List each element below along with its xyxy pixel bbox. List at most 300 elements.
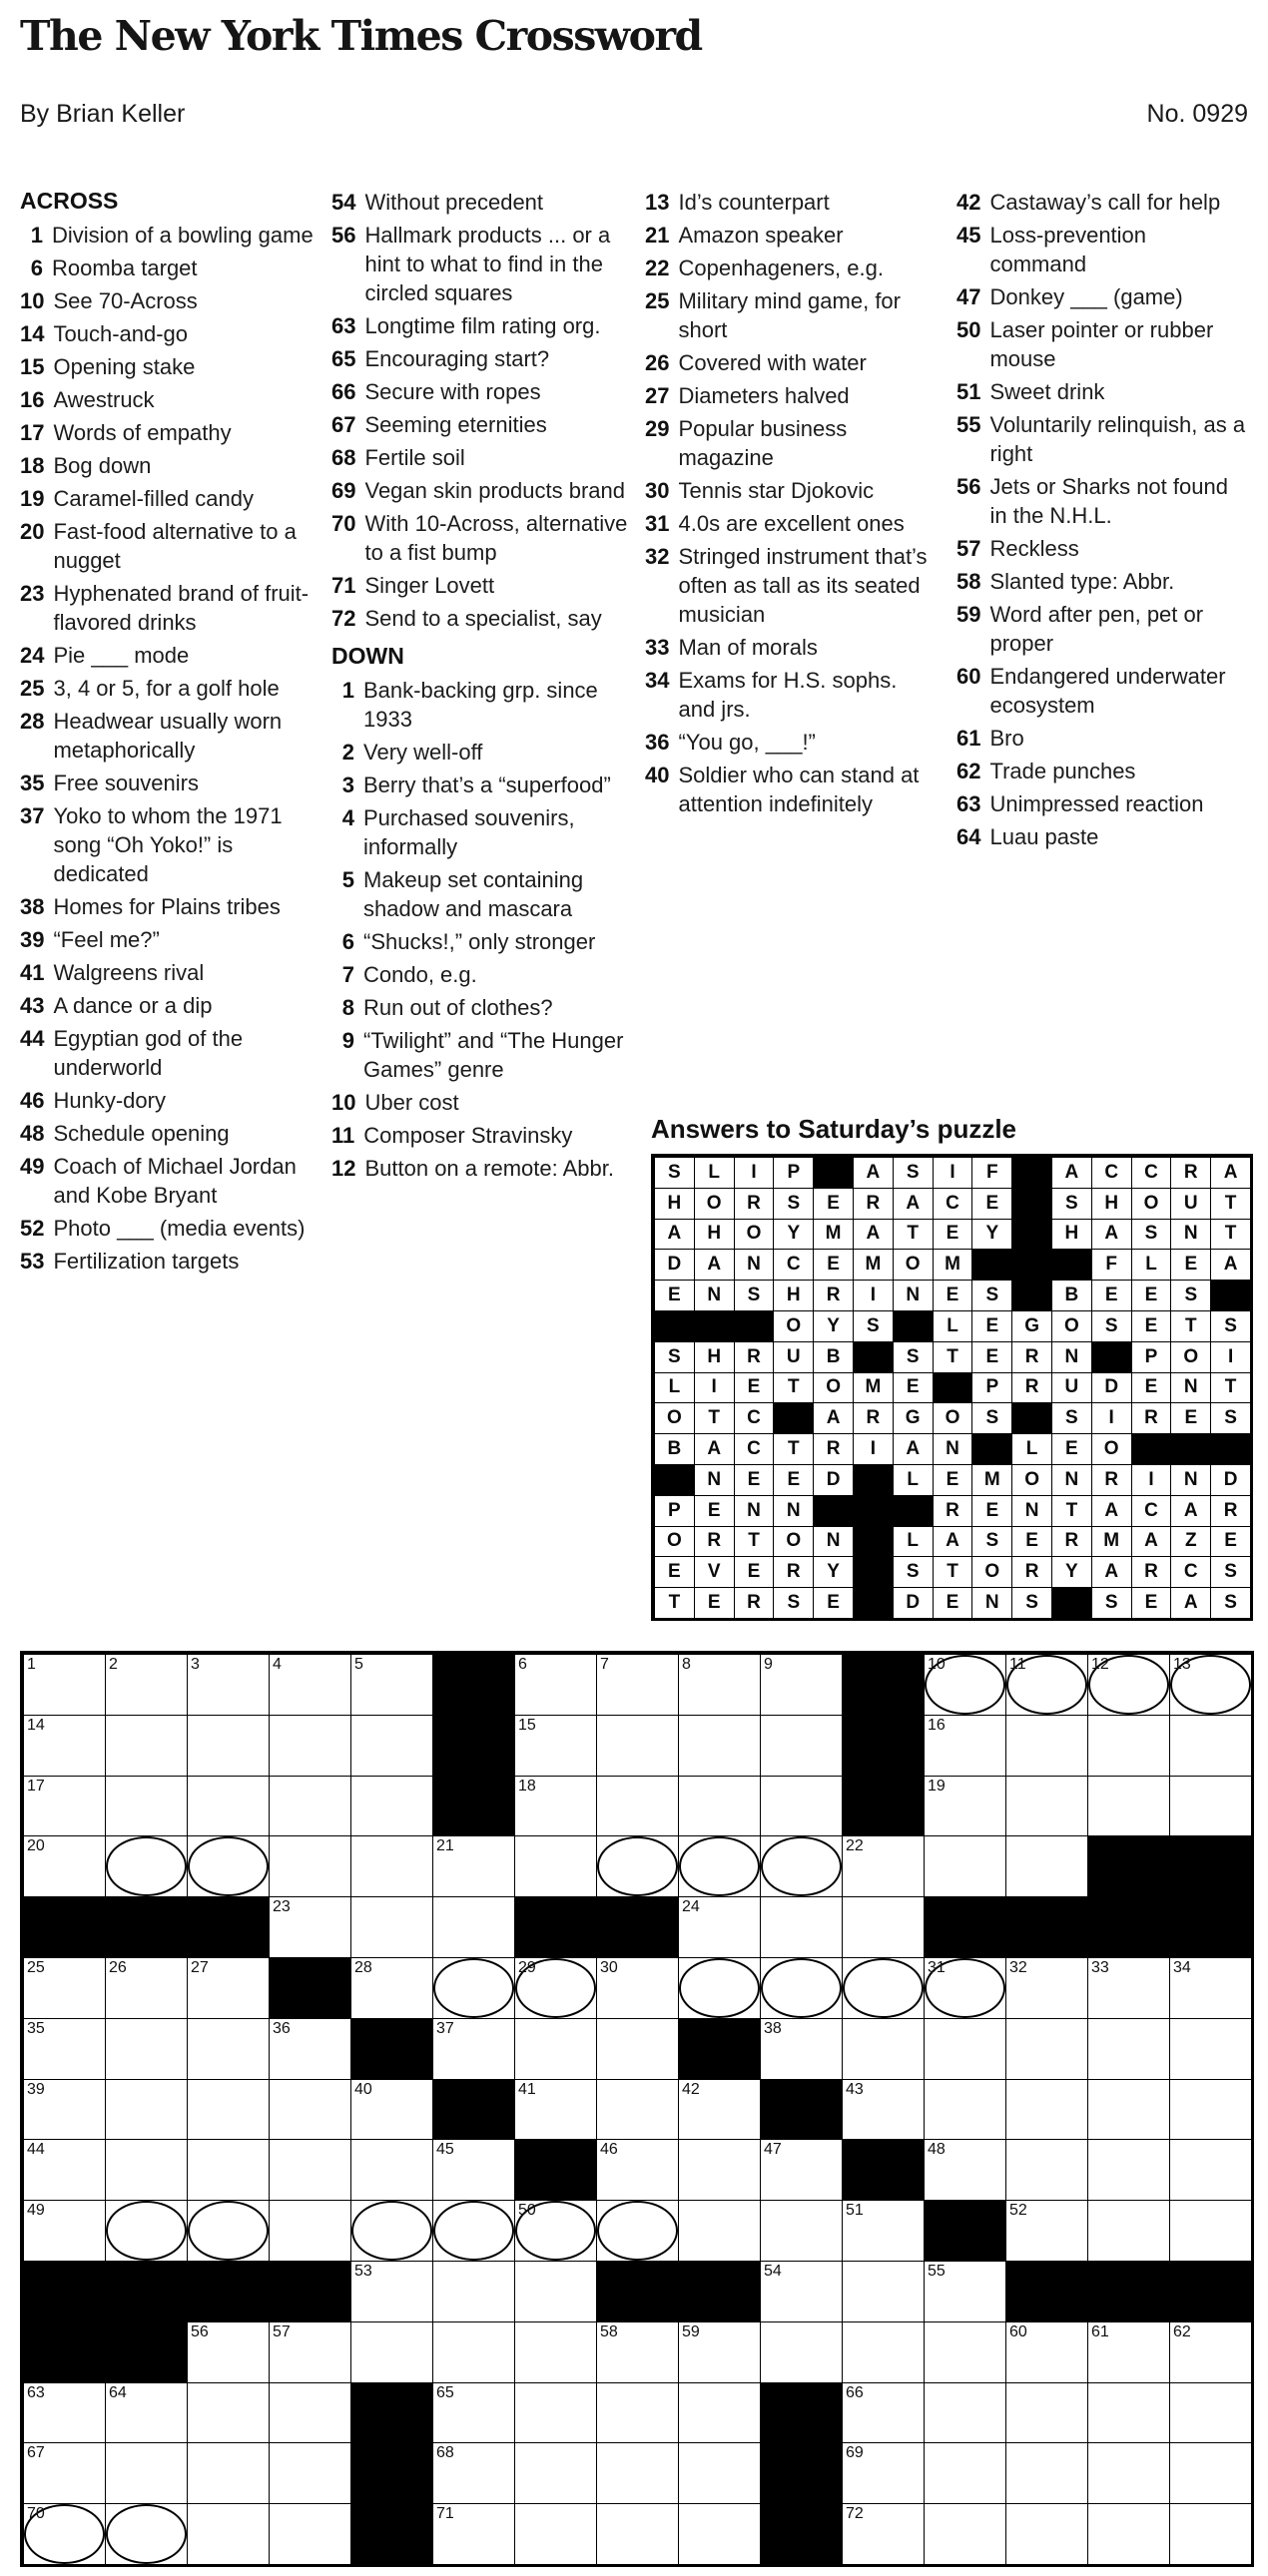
- black-square: [853, 1556, 894, 1588]
- grid-cell[interactable]: [1005, 1835, 1088, 1897]
- grid-cell[interactable]: [760, 1715, 843, 1777]
- answer-letter: E: [827, 1254, 840, 1276]
- answer-cell: [773, 1433, 814, 1465]
- grid-cell[interactable]: [514, 2018, 597, 2080]
- cell-number: 62: [1173, 2322, 1191, 2340]
- answer-cell: [734, 1556, 775, 1588]
- clue-number: 17: [20, 420, 45, 445]
- clue-number: 19: [20, 486, 45, 511]
- grid-cell[interactable]: [760, 1957, 843, 2019]
- grid-cell[interactable]: [760, 1776, 843, 1837]
- grid-cell[interactable]: [1005, 2139, 1088, 2201]
- answer-letter: H: [667, 1192, 682, 1214]
- grid-cell[interactable]: [514, 1957, 597, 2019]
- grid-cell[interactable]: [105, 2503, 188, 2565]
- grid-cell[interactable]: [678, 1896, 761, 1958]
- grid-cell[interactable]: [105, 2382, 188, 2444]
- answer-cell: [1170, 1402, 1211, 1434]
- answer-letter: N: [1183, 1223, 1198, 1245]
- grid-cell[interactable]: [105, 1957, 188, 2019]
- grid-cell[interactable]: [842, 2442, 925, 2504]
- grid-cell[interactable]: [105, 1835, 188, 1897]
- grid-cell[interactable]: [1005, 1957, 1088, 2019]
- grid-cell[interactable]: [842, 2018, 925, 2080]
- byline-row: [20, 100, 1248, 129]
- grid-cell[interactable]: [105, 1654, 188, 1716]
- grid-cell[interactable]: [432, 2018, 515, 2080]
- grid-cell[interactable]: [596, 2321, 679, 2383]
- grid-cell[interactable]: [924, 2018, 1006, 2080]
- grid-cell[interactable]: [187, 1654, 270, 1716]
- grid-cell[interactable]: [23, 1715, 106, 1777]
- answer-letter: V: [707, 1561, 721, 1583]
- answer-cell: [1131, 1310, 1172, 1342]
- grid-cell[interactable]: [23, 2200, 106, 2262]
- answer-cell: [1011, 1526, 1052, 1558]
- grid-cell[interactable]: [1087, 1776, 1170, 1837]
- clue-text: See 70-Across: [53, 288, 198, 313]
- answer-letter: S: [906, 1161, 920, 1183]
- grid-cell[interactable]: [514, 1715, 597, 1777]
- answer-cell: [654, 1219, 695, 1251]
- cell-number: 38: [764, 2019, 782, 2037]
- grid-cell[interactable]: [1169, 2503, 1252, 2565]
- grid-cell[interactable]: [432, 1896, 515, 1958]
- answer-cell: [734, 1249, 775, 1281]
- grid-cell[interactable]: [269, 2382, 351, 2444]
- grid-cell[interactable]: [187, 2139, 270, 2201]
- grid-cell[interactable]: [105, 1776, 188, 1837]
- clue-number: 9: [341, 1028, 354, 1053]
- grid-cell[interactable]: [350, 2200, 433, 2262]
- grid-cell[interactable]: [1087, 2442, 1170, 2504]
- grid-cell[interactable]: [760, 2139, 843, 2201]
- grid-cell[interactable]: [269, 1776, 351, 1837]
- grid-cell[interactable]: [514, 2079, 597, 2141]
- grid-cell[interactable]: [760, 2018, 843, 2080]
- grid-cell[interactable]: [760, 1896, 843, 1958]
- answer-cell: [893, 1341, 934, 1373]
- grid-cell[interactable]: [596, 2200, 679, 2262]
- grid-cell[interactable]: [596, 2382, 679, 2444]
- grid-cell[interactable]: [1087, 1715, 1170, 1777]
- clue-1: [331, 676, 631, 734]
- answer-letter: E: [1184, 1407, 1198, 1429]
- grid-cell[interactable]: [432, 2261, 515, 2322]
- grid-cell[interactable]: [187, 2321, 270, 2383]
- answer-cell: [1011, 1556, 1052, 1588]
- answer-cell: [1131, 1556, 1172, 1588]
- grid-cell[interactable]: [924, 1654, 1006, 1716]
- grid-cell[interactable]: [350, 1715, 433, 1777]
- answer-letter: O: [667, 1530, 682, 1552]
- grid-cell[interactable]: [269, 2018, 351, 2080]
- grid-cell[interactable]: [187, 2079, 270, 2141]
- clue-text: Loss-prevention command: [989, 223, 1147, 276]
- grid-cell[interactable]: [678, 1776, 761, 1837]
- grid-cell[interactable]: [187, 1715, 270, 1777]
- grid-cell[interactable]: [596, 2503, 679, 2565]
- answer-cell: [694, 1464, 735, 1496]
- grid-cell[interactable]: [514, 2200, 597, 2262]
- answer-cell: [1210, 1157, 1251, 1189]
- grid-cell[interactable]: [1087, 2382, 1170, 2444]
- answer-cell: [1170, 1249, 1211, 1281]
- grid-cell[interactable]: [514, 2321, 597, 2383]
- grid-cell[interactable]: [596, 1957, 679, 2019]
- grid-cell[interactable]: [514, 2442, 597, 2504]
- grid-cell[interactable]: [514, 2503, 597, 2565]
- answer-letter: A: [1104, 1561, 1119, 1583]
- grid-cell[interactable]: [924, 1957, 1006, 2019]
- grid-cell[interactable]: [1169, 1957, 1252, 2019]
- answer-cell: [933, 1249, 973, 1281]
- grid-cell[interactable]: [1169, 2018, 1252, 2080]
- grid-cell[interactable]: [1087, 2079, 1170, 2141]
- grid-cell[interactable]: [1005, 2382, 1088, 2444]
- grid-cell[interactable]: [350, 1776, 433, 1837]
- clue-number: 13: [645, 190, 670, 215]
- grid-cell[interactable]: [1169, 1776, 1252, 1837]
- grid-cell[interactable]: [350, 2079, 433, 2141]
- grid-cell[interactable]: [842, 1835, 925, 1897]
- grid-cell[interactable]: [1005, 1776, 1088, 1837]
- grid-cell[interactable]: [269, 2321, 351, 2383]
- cell-number: 7: [600, 1656, 609, 1673]
- grid-cell[interactable]: [269, 2079, 351, 2141]
- black-square: [1169, 2261, 1252, 2322]
- grid-cell[interactable]: [105, 2139, 188, 2201]
- grid-cell[interactable]: [1087, 2139, 1170, 2201]
- grid-cell[interactable]: [514, 1835, 597, 1897]
- answer-letter: S: [668, 1345, 681, 1367]
- grid-cell[interactable]: [23, 2442, 106, 2504]
- grid-cell[interactable]: [678, 1654, 761, 1716]
- black-square: [23, 2321, 106, 2383]
- answer-letter: E: [1065, 1438, 1078, 1460]
- grid-cell[interactable]: [678, 1835, 761, 1897]
- grid-cell[interactable]: [678, 2382, 761, 2444]
- grid-cell[interactable]: [350, 2321, 433, 2383]
- cell-number: 51: [846, 2202, 864, 2220]
- answer-cell: [694, 1526, 735, 1558]
- grid-cell[interactable]: [842, 2321, 925, 2383]
- cell-number: 37: [436, 2019, 454, 2037]
- answer-cell: [933, 1495, 973, 1527]
- grid-cell[interactable]: [924, 2382, 1006, 2444]
- answer-letter: N: [1064, 1345, 1079, 1367]
- grid-cell[interactable]: [678, 1957, 761, 2019]
- grid-cell[interactable]: [1169, 1715, 1252, 1777]
- grid-cell[interactable]: [596, 2442, 679, 2504]
- black-square: [654, 1464, 695, 1496]
- grid-cell[interactable]: [678, 2200, 761, 2262]
- grid-cell[interactable]: [187, 2503, 270, 2565]
- grid-cell[interactable]: [23, 2079, 106, 2141]
- answer-letter: I: [1148, 1468, 1154, 1490]
- grid-cell[interactable]: [842, 2382, 925, 2444]
- cell-number: 11: [1009, 1656, 1026, 1673]
- answers-grid: [651, 1154, 1253, 1621]
- grid-cell[interactable]: [269, 1654, 351, 1716]
- clue-44: [20, 1024, 319, 1082]
- grid-cell[interactable]: [105, 2018, 188, 2080]
- black-square: [1051, 1249, 1092, 1281]
- grid-cell[interactable]: [514, 2382, 597, 2444]
- clue-46: [20, 1086, 319, 1115]
- grid-cell[interactable]: [596, 1654, 679, 1716]
- cell-number: 3: [191, 1656, 200, 1673]
- byline: By Brian Keller: [20, 100, 186, 128]
- grid-cell[interactable]: [1087, 2321, 1170, 2383]
- grid-cell[interactable]: [269, 1715, 351, 1777]
- grid-cell[interactable]: [760, 2200, 843, 2262]
- grid-cell[interactable]: [596, 1715, 679, 1777]
- grid-cell[interactable]: [1005, 2079, 1088, 2141]
- grid-cell[interactable]: [1005, 2442, 1088, 2504]
- grid-cell[interactable]: [1087, 2018, 1170, 2080]
- grid-cell[interactable]: [1169, 2139, 1252, 2201]
- grid-cell[interactable]: [924, 2321, 1006, 2383]
- grid-cell[interactable]: [187, 2200, 270, 2262]
- grid-cell[interactable]: [23, 1654, 106, 1716]
- clue-number: 72: [331, 606, 356, 631]
- clue-column-2: [331, 188, 631, 1193]
- answer-letter: N: [747, 1499, 761, 1521]
- grid-cell[interactable]: [1087, 1957, 1170, 2019]
- answer-cell: [813, 1372, 854, 1404]
- grid-cell[interactable]: [350, 1957, 433, 2019]
- grid-cell[interactable]: [1005, 2018, 1088, 2080]
- grid-cell[interactable]: [842, 2261, 925, 2322]
- black-square: [1091, 1341, 1132, 1373]
- grid-cell[interactable]: [1169, 2321, 1252, 2383]
- grid-cell[interactable]: [269, 2200, 351, 2262]
- grid-cell[interactable]: [187, 1835, 270, 1897]
- answer-letter: A: [1144, 1530, 1158, 1552]
- answer-letter: T: [1065, 1499, 1078, 1521]
- cell-number: 26: [109, 1959, 127, 1976]
- answer-letter: O: [667, 1407, 682, 1429]
- grid-cell[interactable]: [678, 2442, 761, 2504]
- clue-30: [645, 476, 937, 505]
- grid-cell[interactable]: [924, 2503, 1006, 2565]
- grid-cell[interactable]: [1087, 2200, 1170, 2262]
- grid-cell[interactable]: [23, 1957, 106, 2019]
- grid-cell[interactable]: [678, 2139, 761, 2201]
- clue-text: Makeup set containing shadow and mascara: [363, 867, 584, 921]
- circled-square-marker: [597, 1836, 678, 1896]
- grid-cell[interactable]: [105, 2200, 188, 2262]
- answer-letter: A: [1183, 1592, 1198, 1614]
- grid-cell[interactable]: [432, 2442, 515, 2504]
- black-square: [1011, 1280, 1052, 1311]
- circled-square-marker: [351, 2201, 432, 2261]
- clue-number: 5: [341, 867, 354, 892]
- grid-cell[interactable]: [432, 2200, 515, 2262]
- grid-cell[interactable]: [514, 1654, 597, 1716]
- grid-cell[interactable]: [1005, 1654, 1088, 1716]
- answer-letter: A: [707, 1438, 722, 1460]
- grid-cell[interactable]: [514, 1776, 597, 1837]
- grid-cell[interactable]: [105, 2079, 188, 2141]
- black-square: [187, 2261, 270, 2322]
- grid-cell[interactable]: [1005, 2503, 1088, 2565]
- grid-cell[interactable]: [105, 1715, 188, 1777]
- grid-cell[interactable]: [269, 2139, 351, 2201]
- grid-cell[interactable]: [924, 1715, 1006, 1777]
- answer-letter: T: [748, 1530, 760, 1552]
- answer-letter: A: [1223, 1161, 1238, 1183]
- answer-cell: [773, 1310, 814, 1342]
- grid-cell[interactable]: [269, 1835, 351, 1897]
- grid-cell[interactable]: [432, 1957, 515, 2019]
- clue-text: With 10-Across, alternative to a fist bump: [364, 511, 628, 565]
- grid-cell[interactable]: [596, 2079, 679, 2141]
- grid-cell[interactable]: [1169, 2442, 1252, 2504]
- black-square: [1170, 1433, 1211, 1465]
- grid-cell[interactable]: [1087, 2503, 1170, 2565]
- grid-cell[interactable]: [924, 1835, 1006, 1897]
- grid-cell[interactable]: [23, 1776, 106, 1837]
- grid-cell[interactable]: [760, 2321, 843, 2383]
- grid-cell[interactable]: [269, 2503, 351, 2565]
- grid-cell[interactable]: [187, 1776, 270, 1837]
- grid-cell[interactable]: [1005, 2321, 1088, 2383]
- black-square: [350, 2503, 433, 2565]
- grid-cell[interactable]: [842, 2200, 925, 2262]
- grid-cell[interactable]: [596, 1835, 679, 1897]
- grid-cell[interactable]: [924, 1776, 1006, 1837]
- clue-number: 66: [331, 379, 356, 404]
- clue-text: Amazon speaker: [678, 223, 844, 248]
- clue-text: Man of morals: [678, 635, 818, 660]
- grid-cell[interactable]: [23, 2382, 106, 2444]
- clue-3: [331, 771, 631, 799]
- black-square: [1087, 2261, 1170, 2322]
- grid-cell[interactable]: [1169, 2079, 1252, 2141]
- grid-cell[interactable]: [596, 2139, 679, 2201]
- grid-cell[interactable]: [842, 1896, 925, 1958]
- grid-cell[interactable]: [432, 2382, 515, 2444]
- clue-number: 40: [645, 763, 670, 787]
- clue-49: [20, 1152, 319, 1210]
- grid-cell[interactable]: [187, 2442, 270, 2504]
- grid-cell[interactable]: [350, 2139, 433, 2201]
- grid-cell[interactable]: [760, 1654, 843, 1716]
- clue-number: 60: [956, 664, 981, 689]
- grid-cell[interactable]: [269, 1896, 351, 1958]
- clue-45: [956, 221, 1248, 278]
- grid-cell[interactable]: [105, 2442, 188, 2504]
- clue-35: [20, 769, 319, 797]
- clue-48: [20, 1119, 319, 1148]
- grid-cell[interactable]: [842, 2079, 925, 2141]
- grid-cell[interactable]: [187, 1957, 270, 2019]
- grid-cell[interactable]: [269, 2442, 351, 2504]
- grid-cell[interactable]: [187, 2382, 270, 2444]
- answer-cell: [971, 1587, 1012, 1619]
- answer-cell: [933, 1310, 973, 1342]
- clue-number: 24: [20, 643, 45, 668]
- grid-cell[interactable]: [760, 2261, 843, 2322]
- grid-cell[interactable]: [350, 2261, 433, 2322]
- answer-letter: C: [747, 1438, 761, 1460]
- answer-cell: [1131, 1402, 1172, 1434]
- grid-cell[interactable]: [678, 2321, 761, 2383]
- grid-cell[interactable]: [350, 1835, 433, 1897]
- clue-number: 20: [20, 519, 45, 544]
- grid-cell[interactable]: [432, 2321, 515, 2383]
- grid-cell[interactable]: [924, 2079, 1006, 2141]
- answer-cell: [694, 1587, 735, 1619]
- grid-cell[interactable]: [678, 2503, 761, 2565]
- grid-cell[interactable]: [23, 2018, 106, 2080]
- black-square: [105, 2261, 188, 2322]
- grid-cell[interactable]: [924, 2442, 1006, 2504]
- clue-number: 65: [331, 346, 356, 371]
- grid-cell[interactable]: [924, 2139, 1006, 2201]
- grid-cell[interactable]: [1087, 1654, 1170, 1716]
- cell-number: 47: [764, 2141, 782, 2159]
- cell-number: 61: [1091, 2322, 1109, 2340]
- answer-letter: R: [1024, 1561, 1039, 1583]
- grid-cell[interactable]: [350, 1654, 433, 1716]
- black-square: [842, 1654, 925, 1716]
- clue-text: Slanted type: Abbr.: [989, 569, 1175, 594]
- answer-cell: [1051, 1402, 1092, 1434]
- answer-cell: [654, 1188, 695, 1220]
- clue-text: Berry that’s a “superfood”: [363, 773, 611, 797]
- grid-cell[interactable]: [23, 2503, 106, 2565]
- answer-letter: C: [1104, 1161, 1119, 1183]
- clue-number: 59: [956, 602, 981, 627]
- clue-27: [645, 381, 937, 410]
- black-square: [350, 2382, 433, 2444]
- answer-cell: [773, 1587, 814, 1619]
- clue-number: 49: [20, 1154, 45, 1179]
- grid-cell[interactable]: [596, 1776, 679, 1837]
- answer-letter: R: [747, 1345, 761, 1367]
- answer-cell: [734, 1341, 775, 1373]
- cell-number: 65: [436, 2383, 454, 2401]
- grid-cell[interactable]: [23, 1835, 106, 1897]
- cell-number: 8: [682, 1656, 691, 1673]
- grid-cell[interactable]: [1005, 2200, 1088, 2262]
- grid-cell[interactable]: [678, 1715, 761, 1777]
- grid-cell[interactable]: [514, 2261, 597, 2322]
- grid-cell[interactable]: [842, 2503, 925, 2565]
- grid-cell[interactable]: [1169, 1654, 1252, 1716]
- grid-cell[interactable]: [678, 2079, 761, 2141]
- grid-cell[interactable]: [350, 1896, 433, 1958]
- grid-cell[interactable]: [432, 2503, 515, 2565]
- grid-cell[interactable]: [1005, 1715, 1088, 1777]
- clue-57: [956, 534, 1248, 563]
- circled-square-marker: [761, 1836, 842, 1896]
- grid-cell[interactable]: [187, 2018, 270, 2080]
- grid-cell[interactable]: [842, 1957, 925, 2019]
- grid-cell[interactable]: [924, 2261, 1006, 2322]
- clue-number: 32: [645, 544, 670, 569]
- grid-cell[interactable]: [432, 1835, 515, 1897]
- grid-cell[interactable]: [1169, 2382, 1252, 2444]
- grid-cell[interactable]: [596, 2018, 679, 2080]
- grid-cell[interactable]: [432, 2139, 515, 2201]
- grid-cell[interactable]: [23, 2139, 106, 2201]
- grid-cell[interactable]: [1169, 2200, 1252, 2262]
- grid-cell[interactable]: [760, 1835, 843, 1897]
